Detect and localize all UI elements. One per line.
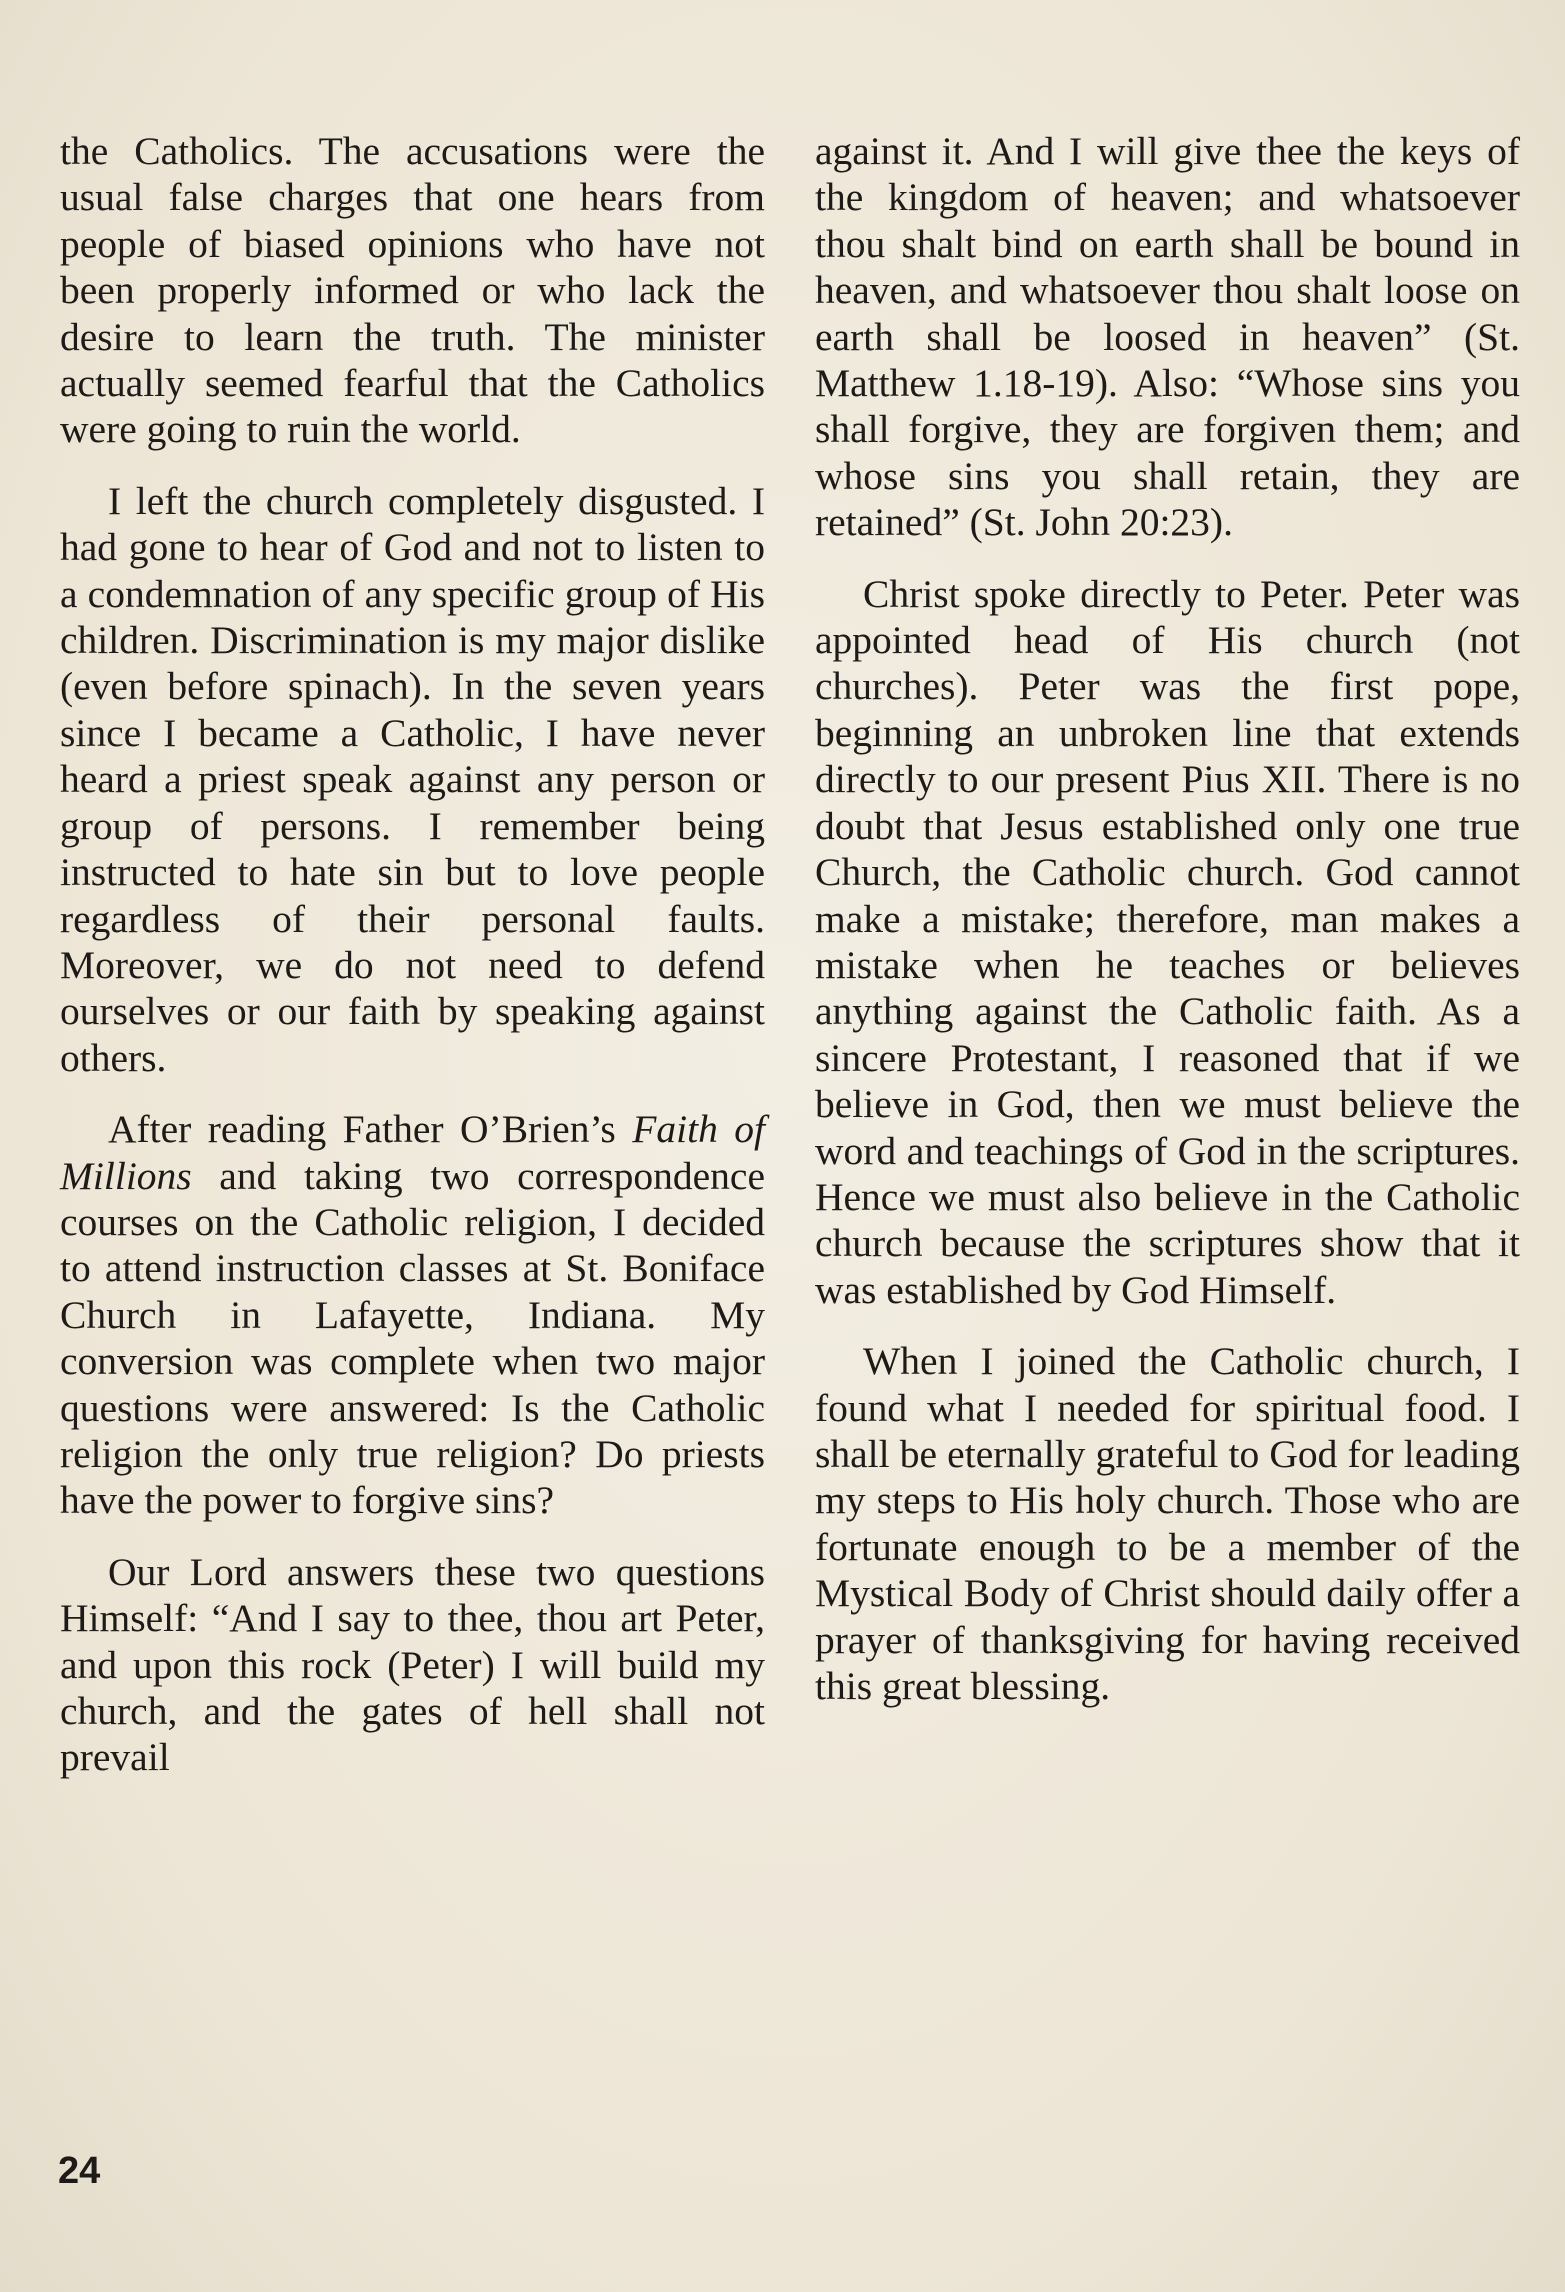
- left-column: [60, 128, 765, 1781]
- paragraph-left-church: I left the church completely disgusted. I had gone to hear of God and not to listen to a condemnation of any specific group of His children. Discrimination is my major dislike (even before spinach). In the seven years since I became a Catholic, I have never heard a priest speak against any person or group of persons. I remember being instructed to hate sin but to love people regardless of their personal faults. Moreover, we do not need to defend ourselves or our faith by speaking against others.: [60, 478, 765, 1080]
- book-title: Faith of Millions: [60, 1107, 765, 1198]
- paragraph-scripture-quote: against it. And I will give thee the keys of the kingdom of heaven; and whatsoever thou shalt bind on earth shall be bound in heaven, and whatsoever thou shalt loose on earth shall be loosed in heaven” (St. Matthew 1.18-19). Also: “Whose sins you shall forgive, they are forgiven them; and whose sins you shall retain, they are retained” (St. John 20:23).: [815, 129, 1520, 545]
- page-number: 24: [58, 2150, 101, 2192]
- paragraph-accusations: the Catholics. The accusations were the usual false charges that one hears from people of biased opinions who have not been properly informed or who lack the desire to learn the truth. The minister actually seemed fearful that the Catholics were going to ruin the world.: [60, 129, 765, 452]
- paragraph-christ-spoke: Christ spoke directly to Peter. Peter was appointed head of His church (not churches). Peter was the first pope, beginning an unbroken line that extends directly to our present Pius XII. There is no doubt that Jesus established only one true Church, the Catholic church. God cannot make a mistake; therefore, man makes a mistake when he teaches or believes anything against the Catholic faith. As a sincere Protestant, I reasoned that if we believe in God, then we must believe the word and teachings of God in the scriptures. Hence we must also believe in the Catholic church because the scriptures show that it was established by God Himself.: [815, 571, 1520, 1312]
- paragraph-after-reading-start: After reading Father O’Brien’s: [108, 1107, 633, 1152]
- paragraph-joined-church: When I joined the Catholic church, I found what I needed for spiritual food. I shall be eternally grateful to God for leading my steps to His holy church. Those who are fortunate enough to be a member of the Mystical Body of Christ should daily offer a prayer of thanksgiving for having received this great blessing.: [815, 1339, 1520, 1708]
- paragraph-our-lord: Our Lord answers these two questions Himself: “And I say to thee, thou art Peter, and upon this rock (Peter) I will build my church, and the gates of hell shall not prevail: [60, 1549, 765, 1780]
- paragraph-after-reading: [60, 1106, 765, 1524]
- paragraph-after-reading-end: and taking two correspondence courses on the Catholic religion, I decided to attend instruction classes at St. Boniface Church in Lafayette, Indiana. My conversion was complete when two major questions were answered: Is the Catholic religion the only true religion? Do priests have the power to forgive sins?: [60, 1153, 765, 1523]
- right-column: [815, 128, 1520, 1709]
